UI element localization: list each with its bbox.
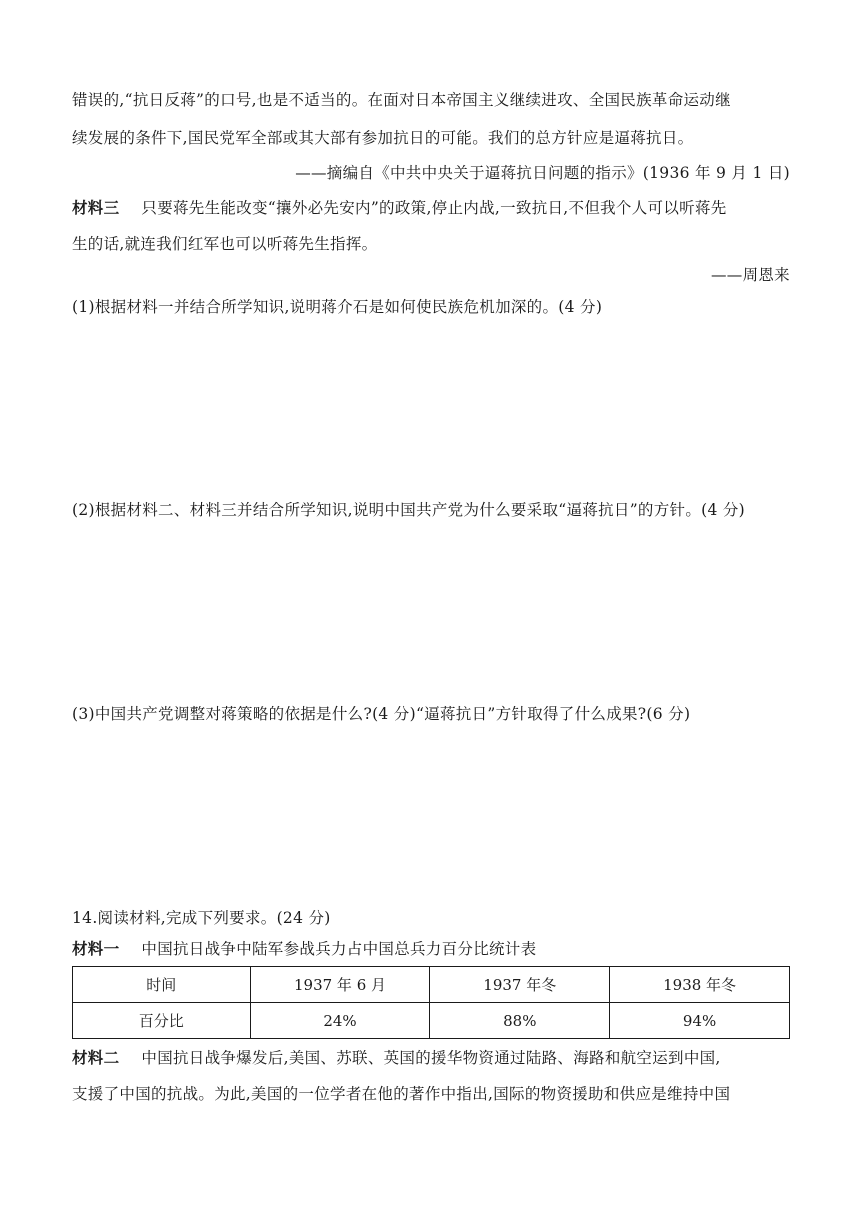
table-cell: 时间: [73, 967, 251, 1003]
text-line: 支援了中国的抗战。为此,美国的一位学者在他的著作中指出,国际的物资援助和供应是维持中国: [72, 1085, 731, 1103]
material-label: 材料一: [72, 940, 120, 958]
material-text: 中国抗日战争中陆军参战兵力占中国总兵力百分比统计表: [141, 940, 537, 958]
text-line: 续发展的条件下,国民党军全部或其大部有参加抗日的可能。我们的总方针应是逼蒋抗日。: [72, 129, 694, 147]
question-1: (1)根据材料一并结合所学知识,说明蒋介石是如何使民族危机加深的。(4 分): [72, 298, 603, 316]
text-line: 错误的,“抗日反蒋”的口号,也是不适当的。在面对日本帝国主义继续进攻、全国民族革命运动继: [72, 91, 731, 109]
data-table: [72, 966, 790, 1039]
question-2: (2)根据材料二、材料三并结合所学知识,说明中国共产党为什么要采取“逼蒋抗日”的方针。(4 分): [72, 501, 746, 519]
material-two: [72, 1046, 790, 1070]
material-label: 材料三: [72, 199, 120, 217]
question-3: (3)中国共产党调整对蒋策略的依据是什么?(4 分)“逼蒋抗日”方针取得了什么成果?(6 分): [72, 705, 691, 723]
material-text: 中国抗日战争爆发后,美国、苏联、英国的援华物资通过陆路、海路和航空运到中国,: [141, 1049, 721, 1067]
material-one: [72, 937, 790, 961]
citation: ——摘编自《中共中央关于逼蒋抗日问题的指示》(1936 年 9 月 1 日): [295, 164, 790, 182]
table-cell: 1937 年冬: [430, 967, 610, 1003]
material-three: [72, 196, 790, 220]
table-cell: 88%: [430, 1003, 610, 1039]
table-cell: 1937 年 6 月: [250, 967, 430, 1003]
table-cell: 24%: [250, 1003, 430, 1039]
citation: ——周恩来: [710, 266, 790, 284]
table-row: [73, 1003, 790, 1039]
table-row: [73, 967, 790, 1003]
material-text: 只要蒋先生能改变“攘外必先安内”的政策,停止内战,一致抗日,不但我个人可以听蒋先: [141, 199, 727, 217]
question-14: 14.阅读材料,完成下列要求。(24 分): [72, 909, 331, 927]
table-cell: 百分比: [73, 1003, 251, 1039]
material-label: 材料二: [72, 1049, 120, 1067]
table-cell: 94%: [610, 1003, 790, 1039]
text-line: 生的话,就连我们红军也可以听蒋先生指挥。: [72, 235, 378, 253]
table-cell: 1938 年冬: [610, 967, 790, 1003]
